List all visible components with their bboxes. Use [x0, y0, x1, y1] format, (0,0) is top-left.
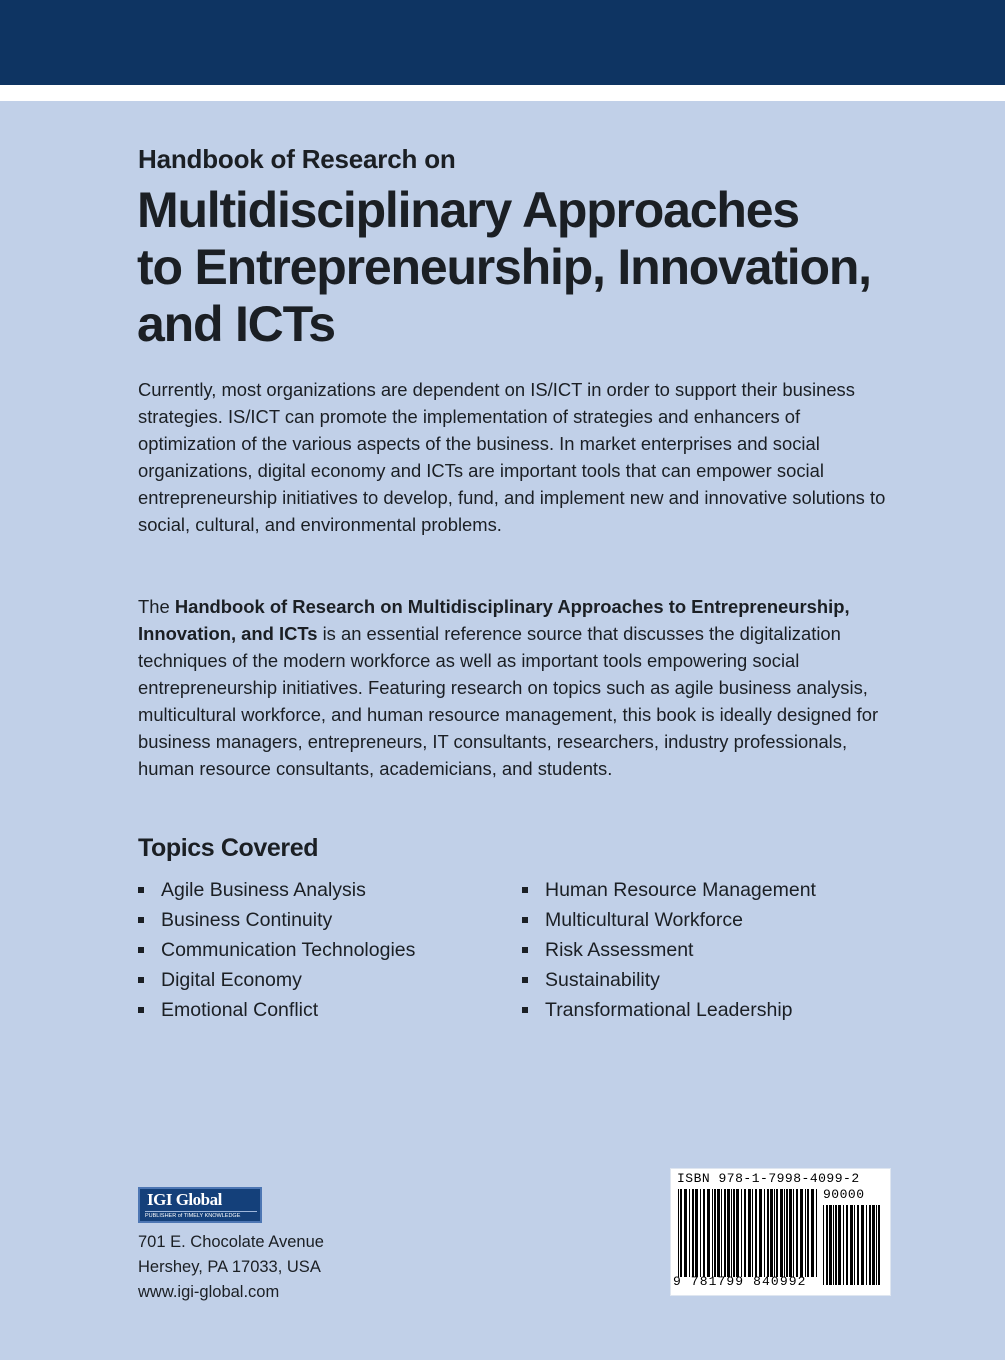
bullet-icon	[138, 1007, 144, 1013]
top-color-band	[0, 0, 1005, 85]
book-title-line: Multidisciplinary Approaches	[137, 182, 799, 238]
book-title	[137, 182, 957, 353]
address-line: 701 E. Chocolate Avenue	[138, 1233, 324, 1251]
price-code: 90000	[823, 1187, 865, 1202]
bullet-icon	[138, 917, 144, 923]
book-title-line: to Entrepreneurship, Innovation,	[137, 239, 871, 295]
publisher-address	[138, 1230, 324, 1305]
bullet-icon	[522, 917, 528, 923]
description-paragraph-2	[138, 593, 898, 782]
book-title-line: and ICTs	[137, 296, 335, 352]
bullet-icon	[138, 887, 144, 893]
isbn-number: ISBN 978-1-7998-4099-2	[677, 1171, 860, 1186]
topic-item: Transformational Leadership	[522, 996, 816, 1026]
paragraph-lead: The	[138, 596, 175, 617]
topic-item: Multicultural Workforce	[522, 906, 816, 936]
topic-item: Emotional Conflict	[138, 996, 415, 1026]
white-stripe	[0, 85, 1005, 101]
topic-item: Business Continuity	[138, 906, 415, 936]
bullet-icon	[138, 977, 144, 983]
ean-number: 9 781799 840992	[673, 1274, 807, 1289]
topics-heading: Topics Covered	[138, 834, 319, 862]
topic-item: Agile Business Analysis	[138, 876, 415, 906]
bullet-icon	[522, 887, 528, 893]
topic-item: Human Resource Management	[522, 876, 816, 906]
barcode-bars	[678, 1189, 818, 1277]
topics-list-right	[522, 876, 816, 1026]
paragraph-bold-title: Handbook of Research on Multidisciplinary Approaches to Entrepreneurship, Innovation, and ICTs	[138, 596, 850, 644]
description-paragraph-1: Currently, most organizations are dependent on IS/ICT in order to support their business strategies. IS/ICT can promote the implementation of strategies and enhancers of optimization of the various aspects of the business. In market enterprises and social organizations, digital economy and ICTs are important tools that can empower social entrepreneurship initiatives to develop, fund, and implement new and innovative solutions to social, cultural, and environmental problems.	[138, 379, 886, 535]
logo-name: IGI Global	[147, 1190, 222, 1209]
logo-tagline: PUBLISHER of TIMELY KNOWLEDGE	[145, 1211, 257, 1219]
barcode-addon-bars	[823, 1205, 881, 1285]
topic-item: Sustainability	[522, 966, 816, 996]
topic-item: Risk Assessment	[522, 936, 816, 966]
title-eyebrow: Handbook of Research on	[138, 144, 456, 174]
publisher-website: www.igi-global.com	[138, 1283, 280, 1301]
bullet-icon	[522, 1007, 528, 1013]
address-line: Hershey, PA 17033, USA	[138, 1258, 321, 1276]
topic-item: Communication Technologies	[138, 936, 415, 966]
bullet-icon	[138, 947, 144, 953]
bullet-icon	[522, 977, 528, 983]
topic-item: Digital Economy	[138, 966, 415, 996]
topics-list-left	[138, 876, 415, 1026]
isbn-barcode	[670, 1168, 891, 1296]
bullet-icon	[522, 947, 528, 953]
paragraph-rest: is an essential reference source that discusses the digitalization techniques of the modern workforce as well as important tools empowering social entrepreneurship initiatives. Featuring research on topics such as agile business analysis, multicultural workforce, and human resource management, this book is ideally designed for business managers, entrepreneurs, IT consultants, researchers, industry professionals, human resource consultants, academicians, and students.	[138, 623, 879, 779]
igi-global-logo	[138, 1187, 262, 1223]
